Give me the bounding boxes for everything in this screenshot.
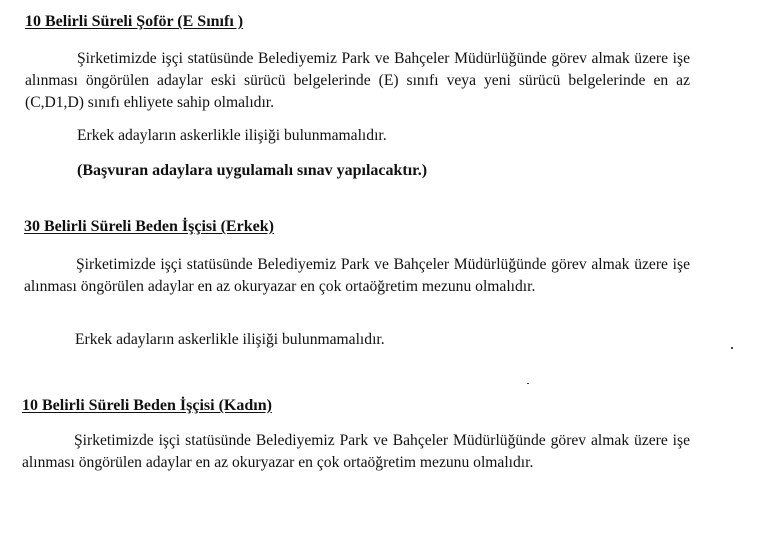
section-paragraph-beden-kadin [22,430,690,474]
section-note-sofor: Erkek adayların askerlikle ilişiği bulunmamalıdır. [77,127,387,144]
section-heading-sofor: 10 Belirli Süreli Şoför (E Sınıfı ) [25,13,244,30]
section-paragraph-beden-kadin-text: Şirketimizde işçi statüsünde Belediyemiz Park ve Bahçeler Müdürlüğünde görev almak üzere işe alınması öngörülen adaylar en az okuryazar en çok ortaöğretim mezunu olmalıdır. [22,432,690,471]
section-heading-beden-erkek: 30 Belirli Süreli Beden İşçisi (Erkek) [24,218,274,235]
section-heading-beden-kadin: 10 Belirli Süreli Beden İşçisi (Kadın) [22,397,272,414]
section-paragraph-sofor-text: Şirketimizde işçi statüsünde Belediyemiz Park ve Bahçeler Müdürlüğünde görev almak üzere işe alınması öngörülen adaylar eski sürücü belgelerinde (E) sınıfı veya yeni sürücü belgelerinde en az (C,D1,D) sınıfı ehliyete sahip olmalıdır. [25,50,690,111]
section-paragraph-beden-erkek-text: Şirketimizde işçi statüsünde Belediyemiz Park ve Bahçeler Müdürlüğünde görev almak üzere işe alınması öngörülen adaylar en az okuryazar en çok ortaöğretim mezunu olmalıdır. [24,256,690,295]
scan-speck [731,347,733,349]
section-paragraph-sofor [25,48,690,114]
scan-speck [527,383,529,384]
exam-notice: (Başvuran adaylara uygulamalı sınav yapılacaktır.) [77,162,428,179]
section-paragraph-beden-erkek [24,254,690,298]
section-note-beden-erkek: Erkek adayların askerlikle ilişiği bulunmamalıdır. [75,331,385,348]
